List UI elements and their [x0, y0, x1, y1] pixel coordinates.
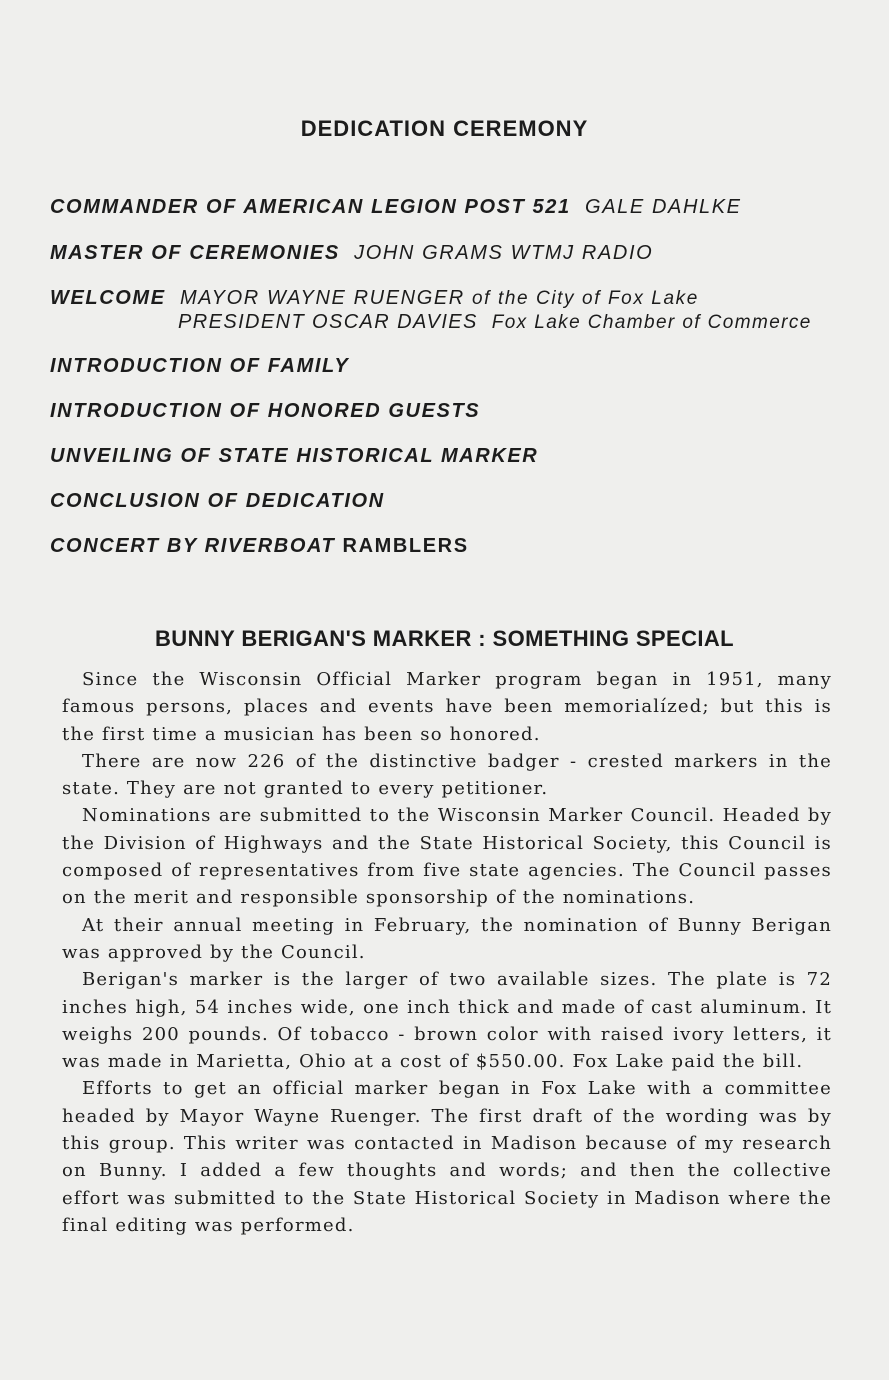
welcome-president-detail: Fox Lake Chamber of Commerce	[491, 312, 812, 333]
concert-label: CONCERT BY RIVERBOAT	[50, 535, 336, 557]
welcome-mayor-name: MAYOR WAYNE RUENGER	[179, 287, 465, 309]
article-paragraph: There are now 226 of the distinctive badger - crested markers in the state. They are not granted to every petitioner.	[62, 750, 832, 800]
commander-name: GALE DAHLKE	[585, 196, 742, 218]
program-item-unveiling: UNVEILING OF STATE HISTORICAL MARKER	[50, 445, 539, 467]
article-paragraph: Nominations are submitted to the Wisconsin Marker Council. Headed by the Division of Highways and the State Historical Society, this Council is composed of representatives from five state agencies. The Council passes on the merit and responsible sponsorship of the nominations.	[62, 805, 832, 909]
program-item-welcome-president	[178, 311, 812, 334]
program-item-family: INTRODUCTION OF FAMILY	[50, 355, 350, 377]
article-body	[62, 666, 832, 1239]
mc-name: JOHN GRAMS WTMJ RADIO	[354, 242, 654, 264]
article-paragraph: Berigan's marker is the larger of two available sizes. The plate is 72 inches high, 54 inches wide, one inch thick and made of cast aluminum. It weighs 200 pounds. Of tobacco - brown color with raised ivory letters, it was made in Marietta, Ohio at a cost of $550.00. Fox Lake paid the bill.	[62, 969, 832, 1073]
commander-role: COMMANDER OF AMERICAN LEGION POST 521	[50, 196, 571, 218]
article-paragraph: Efforts to get an official marker began in Fox Lake with a committee headed by Mayor Wayne Ruenger. The first draft of the wording was by this group. This writer was contacted in Madison because of my research on Bunny. I added a few thoughts and words; and then the collective effort was submitted to the State Historical Society in Madison where the final editing was performed.	[62, 1078, 832, 1236]
program-item-mc	[50, 242, 653, 265]
mc-role: MASTER OF CEREMONIES	[50, 242, 340, 264]
welcome-president-name: PRESIDENT OSCAR DAVIES	[178, 311, 478, 333]
concert-band: RAMBLERS	[342, 535, 469, 557]
program-item-concert	[50, 535, 469, 558]
program-item-welcome	[50, 287, 699, 310]
article-title: BUNNY BERIGAN'S MARKER : SOMETHING SPECIAL	[155, 626, 734, 651]
ceremony-title: DEDICATION CEREMONY	[300, 116, 589, 141]
program-item-guests: INTRODUCTION OF HONORED GUESTS	[50, 400, 481, 422]
welcome-label: WELCOME	[50, 287, 166, 309]
article-paragraph: Since the Wisconsin Official Marker program began in 1951, many famous persons, places and events have been memorialízed; but this is the first time a musician has been so honored.	[62, 669, 832, 745]
welcome-mayor-detail: of the City of Fox Lake	[472, 288, 699, 309]
program-item-conclusion: CONCLUSION OF DEDICATION	[50, 490, 385, 512]
program-item-commander	[50, 196, 742, 219]
article-paragraph: At their annual meeting in February, the nomination of Bunny Berigan was approved by the Council.	[62, 914, 832, 963]
